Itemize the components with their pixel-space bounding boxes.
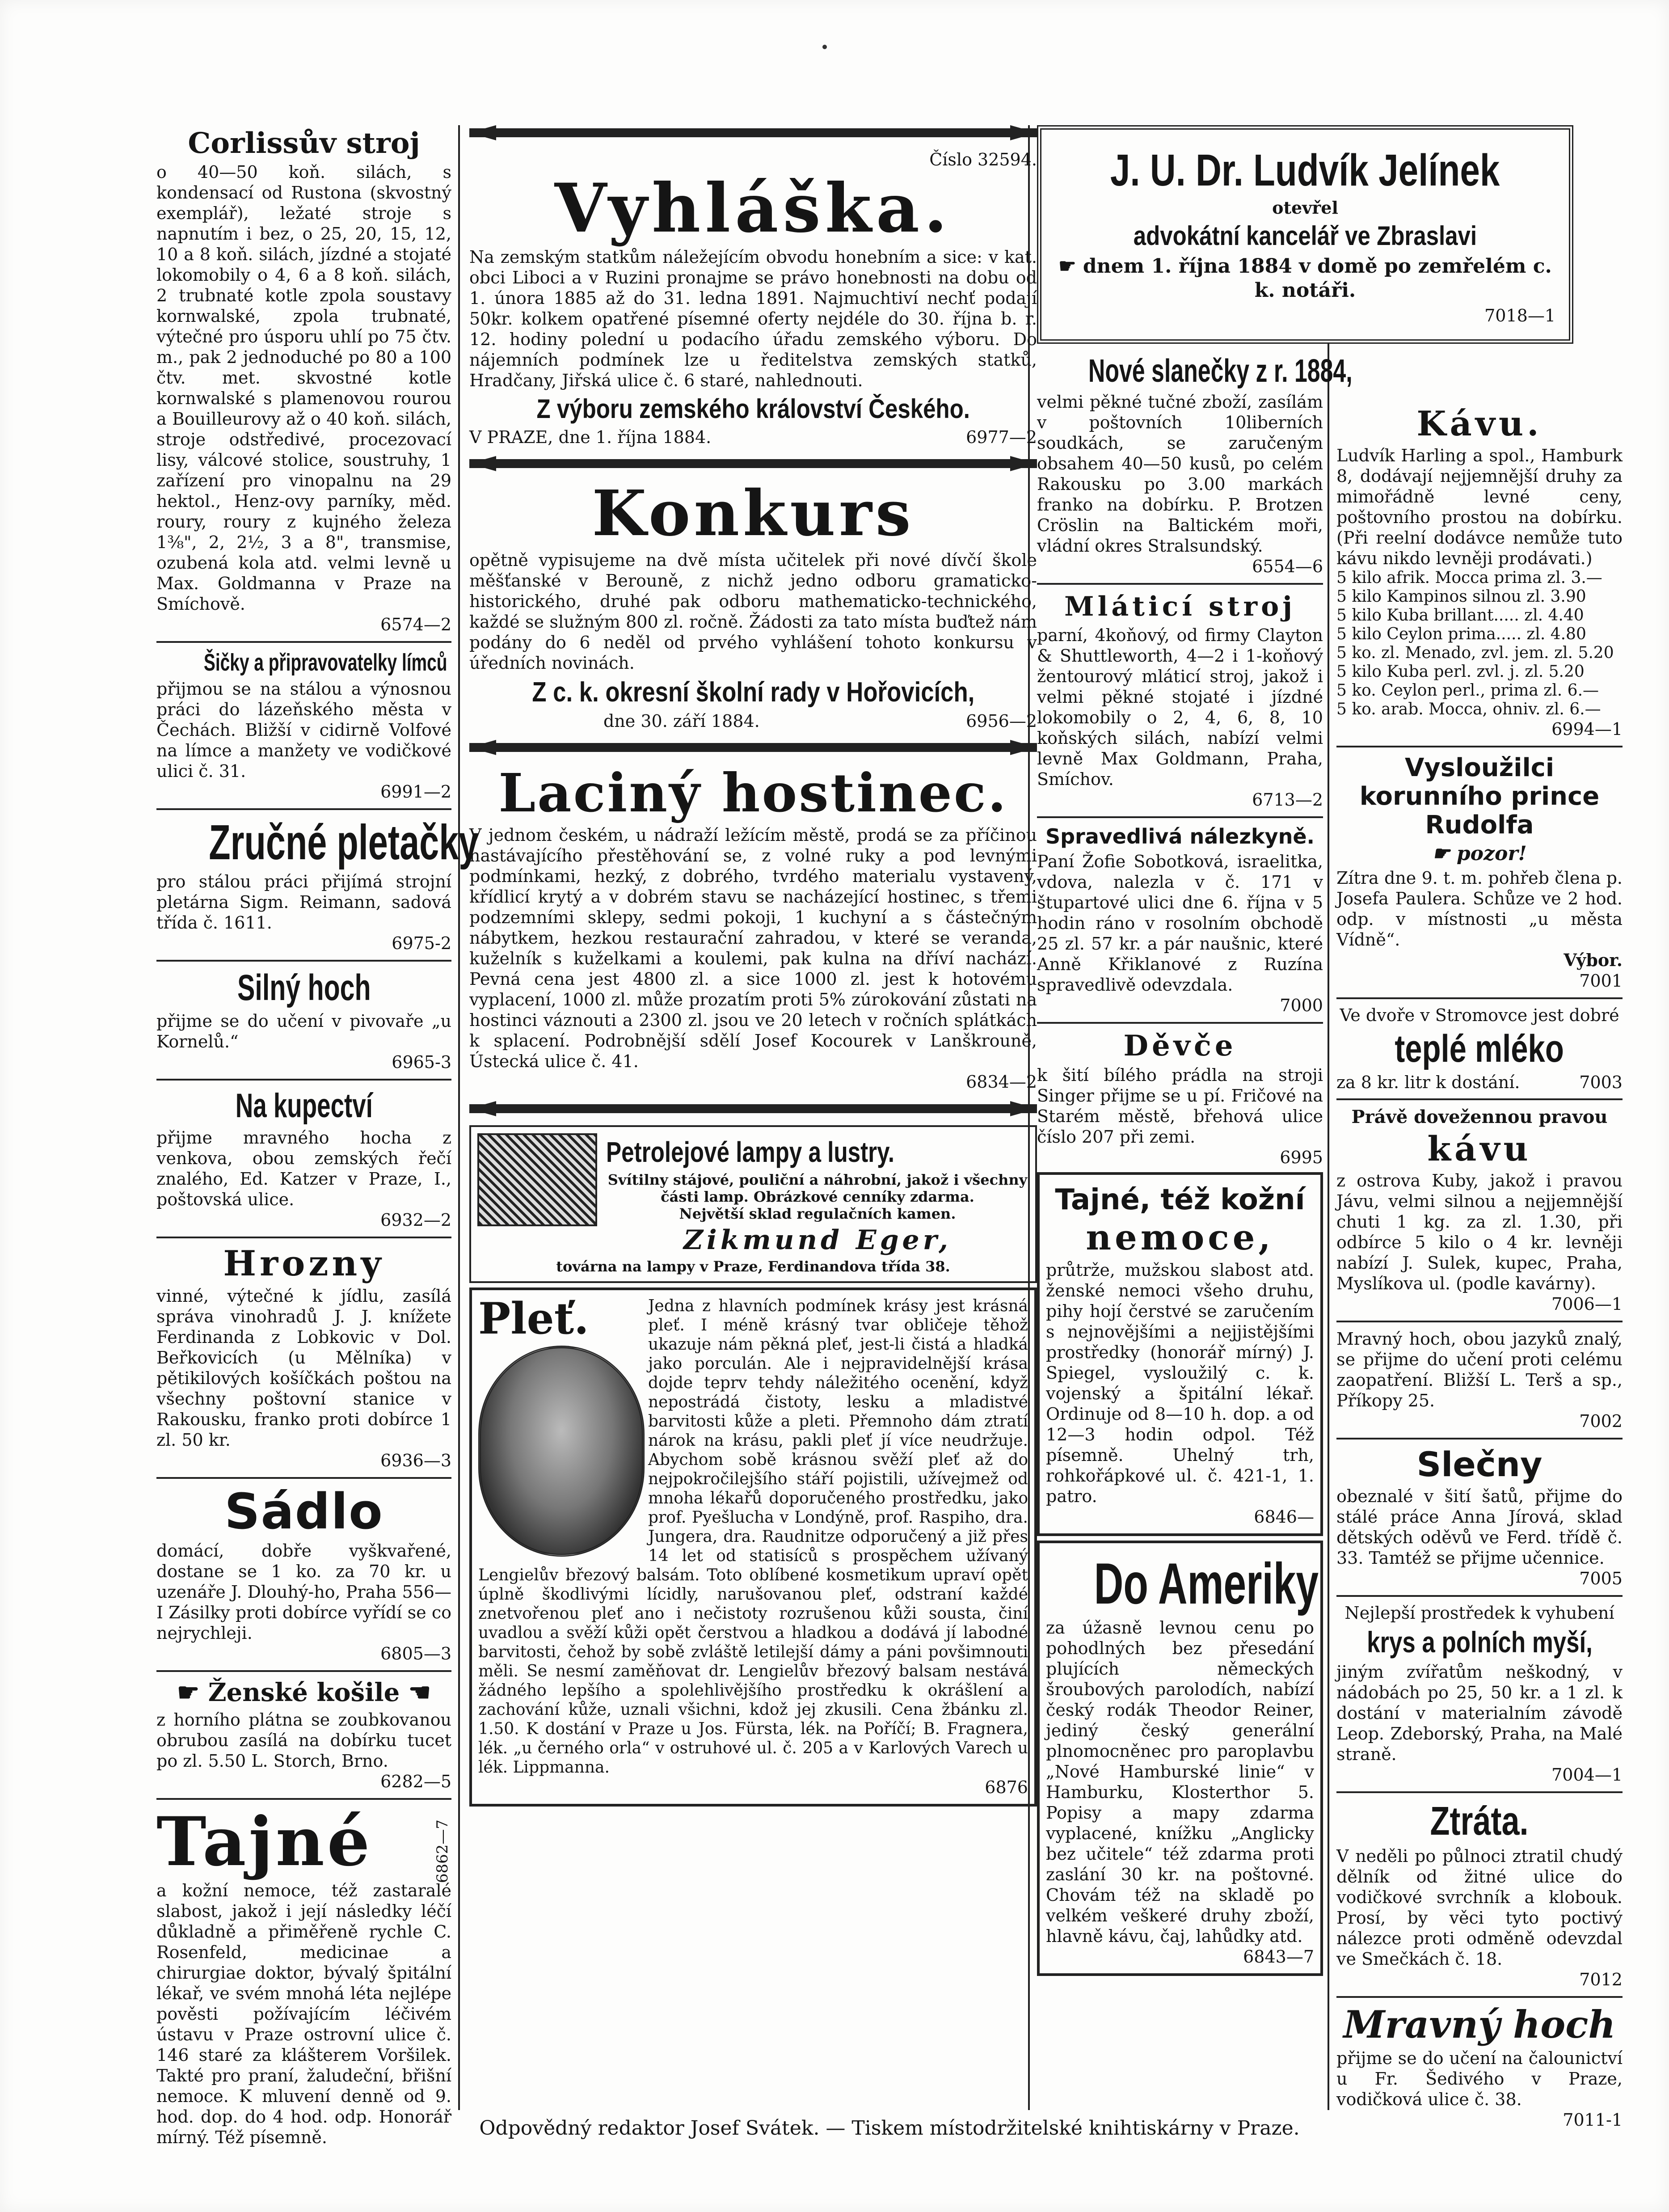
ad-ref: 6554—6: [1252, 557, 1323, 576]
ad-title: Corlissův stroj: [188, 127, 420, 160]
ad-line: otevřel: [1272, 198, 1338, 218]
ad-tajne: [156, 1803, 451, 2148]
ad-title: Pleť.: [478, 1293, 589, 1344]
ad-line: Svítilny stájové, pouliční a náhrobní, jakož i všechny části lamp. Obrázkové cenníky zdarma.: [607, 1171, 1028, 1205]
ad-body: Zítra dne 9. t. m. pohřeb člena p. Josefa Paulera. Schůze ve 2 hod. odp. v místnosti „u města Vídně“.: [1336, 868, 1623, 950]
ad-ref: 6846—: [1254, 1507, 1314, 1527]
ad-silny-hoch: [156, 968, 451, 1072]
column-rule-3: [1328, 125, 1329, 2110]
ad-mravny-hoch: [1336, 1329, 1623, 1431]
ad-body: velmi pěkné tučné zboží, zasílám v poštovních 10liberních soudkách, se zaručeným obsahem 40—50 kusů, po celém Rakousku po 3.00 markách franko na dobírku. P. Brotzen Cröslin na Baltickém moři, vládní okres Stralsundský.: [1037, 392, 1323, 556]
ad-lampy: [469, 1125, 1037, 1283]
ad-jelinek: [1037, 125, 1573, 344]
ad-ref: 6834—2: [966, 1072, 1037, 1092]
ad-title: Ztráta.: [1430, 1799, 1529, 1844]
ad-ref: 7012: [1579, 1970, 1623, 1989]
ad-title: Hrozny: [223, 1243, 385, 1284]
ad-body: k šití bílého prádla na stroji Singer přijme se u pí. Fričové na Starém městě, břehová ulice číslo 207 při zemi.: [1037, 1065, 1323, 1147]
ad-body: o 40—50 koň. silách, s kondensací od Rustona (skvostný exemplář), ležaté stroje s napnutím i bez, o 25, 20, 15, 12, 10 a 8 koň. silách, jízdné a stojaté lokomobily o 4, 6 a 8 koň. silách, 2 trubnaté kotle zpola soustavy kornwalské, zpola trubnaté, výtečné pro úsporu uhlí po 75 čtv. m., pak 2 jednoduché po 80 a 100 čtv. met. skvostné kotle kornwalské s plamenovou rourou a Bouilleurovy až o 40 koň. silách, stroje odstředivé, procezovací lisy, válcové stolice, soustruhy, 1 zařízení pro vinopalnu na 29 hektol., Henz-ovy parníky, měd. roury, roury z kujného železa 1⅜", 2, 2½, 3 a 8", transmise, ozubená kola atd. velmi levně u Max. Goldmanna v Praze na Smíchově.: [156, 162, 451, 614]
ad-ref: 7011-1: [1563, 2110, 1623, 2130]
ad-devce: [1037, 1030, 1323, 1168]
ad-sicky: [156, 649, 451, 802]
ad-body: Paní Žofie Sobotková, israelitka, vdova, nalezla v č. 171 v štupartové ulici dne 6. října v 5 hodin ráno v rosolním obchodě 25 zl. 57 kr. a pár naušnic, které Anně Křiklanové z Ruzína spravedlivě odevzdala.: [1037, 852, 1323, 995]
ad-title: Vysloužilci korunního prince Rudolfa: [1359, 753, 1600, 840]
ad-ref: 7018—1: [1484, 306, 1555, 325]
ad-title: Konkurs: [592, 477, 915, 550]
ad-pozor: pozor!: [1456, 842, 1527, 865]
portrait-image: [478, 1346, 645, 1557]
ad-ref: 7000: [1280, 996, 1323, 1015]
ad-line: advokátní kancelář ve Zbraslavi: [1133, 221, 1477, 251]
ad-ref: 6991—2: [380, 782, 451, 802]
ad-title: Tajné: [156, 1803, 373, 1881]
ad-title: Zručné pletačky: [209, 815, 479, 870]
divider: [156, 1670, 451, 1672]
pointing-hand-icon: ☛: [1432, 842, 1457, 865]
price-list: [1336, 569, 1623, 719]
ad-place-date: V PRAZE, dne 1. října 1884.: [469, 427, 712, 447]
ad-ref: 6876: [985, 1777, 1028, 1797]
divider: [156, 1798, 451, 1800]
ornamental-bar: [469, 1101, 1037, 1116]
ad-body: přijme se do učení na čalounictví u Fr. Šedivého v Praze, vodičková ulice č. 38.: [1336, 2048, 1623, 2109]
ad-pletacky: [156, 815, 479, 954]
ad-body: Mravný hoch, obou jazyků znalý, se přijme do učení proti celému zaopatření. Bližší L. Terš a sp., Příkopy 25.: [1336, 1329, 1623, 1410]
ad-ref: 6805—3: [380, 1644, 451, 1663]
ad-title: Laciný hostinec.: [498, 762, 1008, 824]
ornamental-bar: [469, 740, 1037, 755]
price-item: 5 ko. arab. Mocca, ohniv. zl. 6.—: [1336, 700, 1601, 718]
ad-body: průtrže, mužskou slabost atd. ženské nemoci všeho druhu, pihy hojí čerstvé se zaručením s nejnovějšími a nejjistějšími prostředky (honorář mírný) J. Spiegel, vysloužilý c. k. vojenský a špitální lékař. Ordinuje od 8—10 h. dop. a od 12—3 hodin odpol. Též písemně. Uhelný trh, rohkořápkové ul. č. 421-1, 1. patro.: [1046, 1260, 1314, 1506]
ad-ref: 7001: [1579, 971, 1623, 991]
ad-body: opětně vypisujeme na dvě místa učitelek při nové dívčí škole měšťanské v Berouně, z nichž jedno odboru gramaticko-historického, druhé pak odboru mathematicko-technického, každé se služným 800 zl. ročně. Žádosti za tato místa buďtež nám podány do 6 neděl od prvého vyhlášení tohoto konkursu v úředních novinách.: [469, 550, 1037, 673]
ad-ref: 6936—3: [380, 1451, 451, 1470]
ad-title: teplé mléko: [1395, 1027, 1564, 1070]
column-4: [1336, 402, 1623, 2130]
ad-title: Mravný hoch: [1343, 2002, 1616, 2047]
ad-kupecti: [156, 1087, 451, 1230]
ad-title: Slečny: [1416, 1444, 1543, 1484]
ad-ref: 6975-2: [392, 933, 451, 953]
ad-vyhlaska: [469, 149, 1037, 447]
column-rule-1: [458, 125, 460, 2110]
ad-line: Největší sklad regulačních kamen.: [679, 1205, 956, 1222]
ad-line: za 8 kr. litr k dostání.: [1336, 1072, 1520, 1092]
ad-body: domácí, dobře vyškvařené, dostane se 1 ko. za 70 kr. u uzenáře J. Dlouhý-ho, Praha 556—I Zásilky proti dobírce vyřídí se co nejrychleji.: [156, 1541, 451, 1643]
divider: [1037, 816, 1323, 818]
divider: [1336, 1321, 1623, 1322]
ad-mravny-hoch-2: [1336, 2004, 1623, 2130]
ad-title: Děvče: [1123, 1029, 1237, 1063]
ad-title: Silný hoch: [237, 967, 371, 1008]
ad-name: Zikmund Eger,: [683, 1224, 952, 1256]
ad-body: V jednom českém, u nádraží ležícím městě, prodá se za příčinou nastávajícího přestěhování se, z volné ruky a pod levnými podmínkami, hezký, z dobrého, tvrdého materialu vystavený, křídlicí krytý a v dobrém stavu se nacházející hostinec, s třemi podzemními sklepy, sedmi pokoji, 1 kuchyní a s částečným nábytkem, hezkou restaurační zahradou, v které se veranda, kuželník s kuželkami a koulemi, pak kulna na dříví nachází. Pevná cena jest 4800 zl. a sice 1000 zl. jest k hotovému vyplacení, 1000 zl. může prozatím proti 5% zúrokování zůstati na hostinci váznouti a 2300 zl. jsou ve 20 letech v ročních splátkách k splacení. Podrobnější sdělí Josef Kocourek v Lanškrouně, Ústecká ulice č. 41.: [469, 825, 1037, 1071]
ad-ref: 6977—2: [966, 427, 1037, 447]
price-item: 5 kilo Ceylon prima..... zl. 4.80: [1336, 625, 1586, 643]
ad-hostinec: [469, 764, 1037, 1092]
ad-body: a kožní nemoce, též zastaralé slabost, jakož i její následky léčí důkladně a přiměřeně rychle C. Rosenfeld, medicinae a chirurgiae doktor, bývalý špitální lékař, ve svém mnohá léta nejlépe pověsti požívajícím léčivém ústavu v Praze ostrovní ulice č. 146 staré za klášterem Voršilek. Takté pro praní, žaludeční, břišní nemoce. K mluvení denně od 9. hod. dop. do 4 hod. odp. Honorář mírný. Též písemně.: [156, 1881, 451, 2147]
ad-sadlo: [156, 1485, 451, 1664]
ornamental-bar: [469, 125, 1037, 140]
ad-title: Sádlo: [224, 1483, 384, 1540]
column-2: [469, 125, 1037, 1811]
ad-body: za úžasně levnou cenu po pohodlných bez přesedání plujících německých šroubových parolodích, nabízí český rodák Theodor Reiner, jediný český generální plnomocněnec pro paroplavbu „Nové Hamburské linie“ v Hamburku, Klosterthor 5. Popisy a mapy zdarma vyplacené, knížku „Anglicky bez učitele“ též zdarma proti zaslání 30 kr. na poštovné. Chovám též na skladě po velkém veškeré druhy zboží, hlavně kávu, čaj, lahůdky atd.: [1046, 1618, 1314, 1946]
ad-ref: 6713—2: [1252, 790, 1323, 810]
ad-ref: 7005: [1579, 1569, 1623, 1588]
ad-title: Tajné, též kožní: [1055, 1183, 1305, 1216]
divider: [156, 960, 451, 962]
page-footer: Odpovědný redaktor Josef Svátek. — Tiskem místodržitelské knihtiskárny v Praze.: [479, 2117, 1300, 2140]
ad-ref: 6574—2: [380, 615, 451, 634]
ad-mlatici: [1037, 591, 1323, 810]
ad-signature: Z výboru zemského království Českého.: [536, 394, 970, 424]
ad-slecny: [1336, 1446, 1623, 1589]
ad-subtitle: nemoce,: [1086, 1217, 1274, 1258]
column-1: [156, 125, 479, 2148]
ad-mleko: [1336, 1005, 1623, 1092]
ad-date: dne 30. září 1884.: [603, 711, 760, 731]
ad-kavu-sulek: [1336, 1106, 1623, 1314]
price-item: 5 kilo Kuba perl. zvl. j. zl. 5.20: [1336, 663, 1585, 681]
pointing-hand-icon: ☛: [1058, 255, 1083, 278]
ad-title: Nové slanečky z r. 1884,: [1088, 353, 1353, 389]
ad-hrozny: [156, 1245, 451, 1471]
pointing-hand-icon: ☚: [400, 1678, 431, 1707]
divider: [156, 1477, 451, 1479]
ornamental-bar: [469, 456, 1037, 471]
ad-konkurs: [469, 477, 1037, 731]
price-item: 5 ko. zl. Menado, zvl. jem. zl. 5.20: [1336, 644, 1614, 662]
ad-body: přijme mravného hocha z venkova, obou zemských řečí znalého, Ed. Katzer v Praze, I., poštovská ulice.: [156, 1128, 451, 1209]
ad-title: Spravedlivá nálezkyně.: [1045, 824, 1315, 848]
divider: [1336, 1438, 1623, 1439]
price-item: 5 kilo Kuba brillant..... zl. 4.40: [1336, 606, 1584, 625]
ad-line: Nejlepší prostředek k vyhubení: [1344, 1603, 1614, 1623]
ad-body: pro stálou práci přijímá strojní pletárna Sigm. Reimann, sadová třída č. 1611.: [156, 872, 451, 933]
ad-ref: 7004—1: [1551, 1765, 1623, 1785]
ad-ref: 7006—1: [1551, 1294, 1623, 1314]
divider: [1336, 1098, 1623, 1100]
ad-title: Šičky a připravovatelky límců: [203, 649, 447, 676]
ad-spravedliva: [1037, 824, 1323, 1016]
divider: [156, 1237, 451, 1238]
ad-ref: 6995: [1280, 1148, 1323, 1167]
ad-body: přijme se do učení v pivovaře „u Kornelů.“: [156, 1011, 451, 1051]
ad-number: Číslo 32594.: [929, 150, 1037, 169]
ad-signature: Z c. k. okresní školní rady v Hořovicích,: [532, 677, 974, 708]
ad-side-ref: 6862—7: [434, 1819, 451, 1883]
ad-body: Ludvík Harling a spol., Hamburk 8, dodávají nejjemnější druhy za mimořádně levné ceny, poštovního prostou na dobírku. (Při reelní dodávce nemůže tuto kávu nikdo levněji prodávati.): [1336, 446, 1623, 568]
ad-title: Ženské košile: [208, 1678, 400, 1707]
ad-body: přijmou se na stálou a výnosnou práci do lázeňského města v Čechách. Bližší v cidirně Volfové na límce a manžety ve vodičkové ulici č. 31.: [156, 679, 451, 781]
ad-body: jiným zvířatům neškodný, v nádobách po 25, 50 kr. a 1 zl. k dostání v materialním závodě Leop. Zdeborský, Praha, na Malé straně.: [1336, 1662, 1623, 1764]
ad-title: Petrolejové lampy a lustry.: [606, 1136, 894, 1168]
ad-ref: 6843—7: [1243, 1947, 1314, 1967]
ad-body: z horního plátna se zoubkovanou obrubou zasílá na dobírku tucet po zl. 5.50 L. Storch, Brno.: [156, 1710, 451, 1771]
divider: [1336, 1996, 1623, 1998]
ad-sign: Výbor.: [1564, 950, 1623, 970]
lamp-illustration-icon: [477, 1133, 597, 1226]
ad-corliss: [156, 128, 451, 635]
ad-title: Na kupectví: [235, 1087, 373, 1125]
ad-ref: 6282—5: [380, 1772, 451, 1791]
ad-title: Kávu.: [1416, 404, 1543, 443]
ad-body: Jedna z hlavních podmínek krásy jest krásná pleť. I méně krásný tvar obličeje těhož ukazuje nám pěkná pleť, jest-li čistá a hladká jako porculán. Ale i nejpravidelnější krása dojde teprv tehdy náležitého ocenění, když nepostrádá čistoty, lesku a mladistvé barvitosti kůže a pleti. Přemnoho dám ztratí nárok na krásu, pakli pleť jí více neudržuje. Abychom sobě krásnou svěží pleť až do nejpokročilejšího stáří pojistili, užívejmež od mnoha lékařů doporučeného prostředku, jako prof. Pyešlucha v Londýně, prof. Raspiho, dra. Jungera, dra. Raudnitze odporučený a již přes 14 let od statisíců s prospěchem užívaný Lengielův březový balsám. Toto oblíbené kosmetikum upraví opět úplně škodlivými lícidly, narušovanou pleť, odstraní každé znetvořenou pleť ano i nečistoty rozrušenou kůži sousta, činí uvadlou a svěží kůži opět čerstvou a hladkou a dodává jí labodné barvitosti, čehož by sobě zvláště letilejší dámy a páni povšimnouti měli. Se nesmí zaměňovat dr. Lengielův březový balsam nestává žádného lepšího a spolehlivějšího prostředku k okrášlení a zachování kůže, uznali všichni, kdož jej zkusili. Cena žbánku zl. 1.50. K dostání v Praze u Jos. Fürsta, lék. na Poříčí; B. Fragnera, lék. „u černého orla“ v ostruhové ul. č. 205 a v Karlových Varech u lék. Lippmanna.: [478, 1297, 1028, 1777]
ad-plet: [469, 1288, 1037, 1807]
ad-ref: 6932—2: [380, 1210, 451, 1230]
divider: [1336, 1791, 1623, 1793]
ad-line: továrna na lampy v Praze, Ferdinandova třída 38.: [556, 1258, 950, 1275]
ad-slanecky: [1037, 353, 1353, 577]
ad-mysi: [1336, 1603, 1623, 1785]
ad-body: vinné, výtečné k jídlu, zasílá správa vinohradů J. J. knížete Ferdinanda z Lobkovic v Dol. Beřkovicích (u Mělníka) v pětikilových košíčkách poštou na všechny poštovní stanice v Rakousku, franko proti dobírce 1 zl. 50 kr.: [156, 1286, 451, 1450]
ad-vyslouzilci: [1336, 754, 1623, 991]
ad-ref: 6965-3: [392, 1052, 451, 1072]
price-item: 5 kilo afrik. Mocca prima zl. 3.—: [1336, 569, 1602, 587]
divider: [156, 808, 451, 810]
ad-line: Ve dvoře v Stromovce jest dobré: [1340, 1005, 1619, 1025]
ad-title: Mláticí stroj: [1064, 591, 1296, 622]
divider: [1037, 583, 1323, 585]
ad-line: dnem 1. října 1884 v domě po zemřelém c. k. notáři.: [1083, 255, 1552, 302]
ad-body: obeznalé v šití šatů, přijme do stálé práce Anna Jírová, sklad dětských oděvů ve Ferd. třídě č. 33. Tamtéž se přijme učennice.: [1336, 1486, 1623, 1568]
price-item: 5 kilo Kampinos silnou zl. 3.90: [1336, 587, 1586, 606]
print-dot: [822, 45, 827, 49]
ad-line: Právě dovežennou pravou: [1351, 1106, 1608, 1127]
divider: [156, 641, 451, 643]
ad-tajne-spiegel: [1037, 1172, 1323, 1536]
divider: [1037, 1022, 1323, 1024]
ad-amerika: [1037, 1541, 1323, 1976]
ad-ztrata: [1336, 1799, 1623, 1990]
ad-ref: 6994—1: [1551, 719, 1623, 739]
pointing-hand-icon: ☛: [177, 1678, 208, 1707]
price-item: 5 ko. Ceylon perl., prima zl. 6.—: [1336, 681, 1599, 700]
ad-body: parní, 4koňový, od firmy Clayton & Shuttleworth, 4—2 i 1-koňový žentourový mláticí stroj, jakož i velmi pěkné stojaté i jízdné lokomobily o 2, 4, 6, 8, 10 koňských silách, nabízí velmi levně Max Goldmann, Praha, Smíchov.: [1037, 625, 1323, 789]
ad-kavu-harling: [1336, 405, 1623, 739]
ad-title: kávu: [1427, 1129, 1532, 1169]
ad-title: J. U. Dr. Ludvík Jelínek: [1110, 145, 1500, 195]
ad-kosile: [156, 1678, 451, 1792]
divider: [1336, 997, 1623, 999]
ad-title: Do Ameriky: [1094, 1551, 1319, 1616]
ad-ref: 7003: [1579, 1072, 1623, 1092]
divider: [1336, 746, 1623, 747]
ad-body: z ostrova Kuby, jakož i pravou Jávu, velmi silnou a nejjemnější chuti 1 kg. za zl. 1.30, při odbírce 5 kilo o 4 kr. levněji nabízí J. Sulek, kupec, Praha, Myslíkova ul. (podle kavárny).: [1336, 1171, 1623, 1293]
ad-title: krys a polních myší,: [1366, 1625, 1593, 1659]
ad-ref: 6956—2: [966, 711, 1037, 731]
divider: [1336, 1595, 1623, 1597]
ad-body: Na zemským statkům náležejícím obvodu honebním a sice: v kat. obci Liboci a v Ruzini pronajme se právo honebnosti na dobu od 1. února 1885 až do 31. ledna 1891. Najmuchtiví nechť podají 50kr. kolkem opatřené písemné oferty nejdéle do 30. října b. r. 12. hodiny polední u podacího úřadu zemského výboru. Do nájemních podmínek lze u ředitelstva zemských statků, Hradčany, Jiřská ulice č. 6 staré, nahlednouti.: [469, 247, 1037, 390]
divider: [156, 1079, 451, 1081]
ad-title: Vyhláška.: [554, 169, 952, 248]
ad-body: V neděli po půlnoci ztratil chudý dělník od žitné ulice do vodičkové svrchník a klobouk. Prosí, by věci tyto poctivý nálezce proti odměně odevzdal ve Smečkách č. 18.: [1336, 1846, 1623, 1969]
ad-ref: 7002: [1579, 1411, 1623, 1431]
